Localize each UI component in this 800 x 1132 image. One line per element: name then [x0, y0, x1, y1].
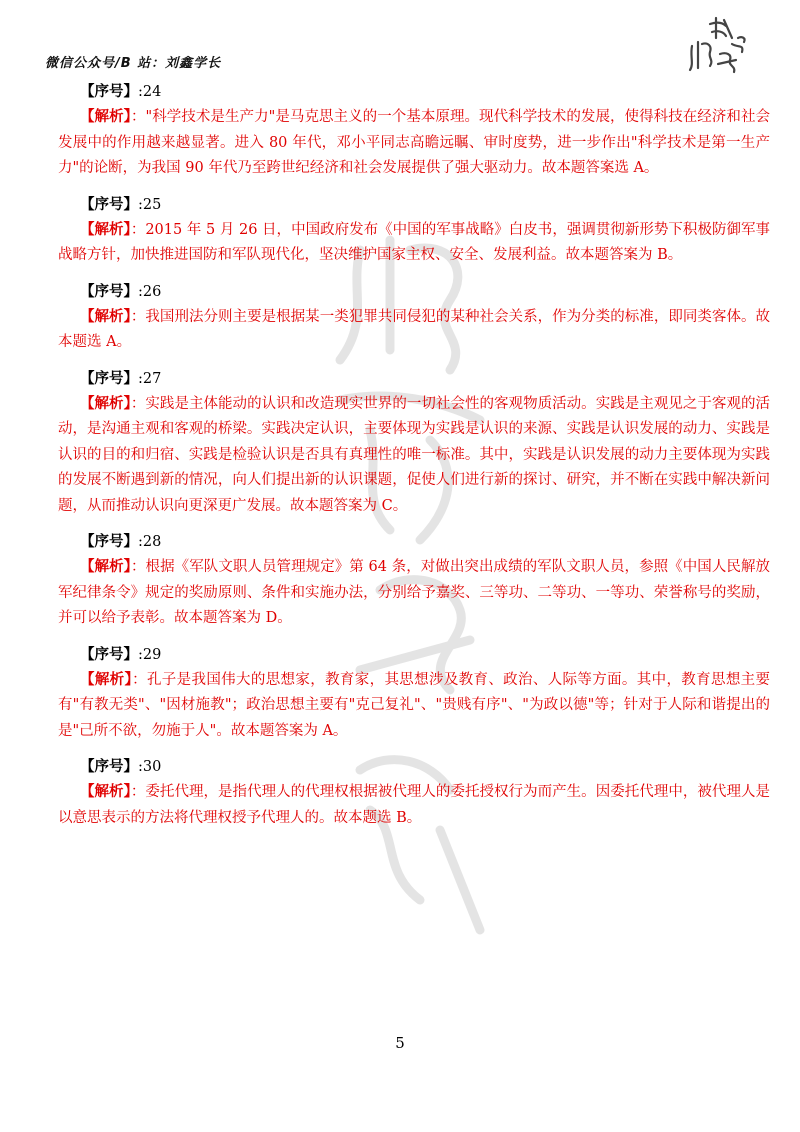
question-number-label: 【序号】: [80, 534, 138, 550]
question-number: :26: [138, 283, 162, 300]
analysis-paragraph: [58, 668, 770, 745]
analysis-paragraph: [58, 218, 770, 269]
question-number-line: [58, 280, 770, 305]
answer-explanations: [58, 80, 770, 842]
analysis-label: 【解析】: [80, 308, 131, 325]
analysis-label: 【解析】: [80, 559, 131, 575]
analysis-text: ：我国刑法分则主要是根据某一类犯罪共同侵犯的某种社会关系，作为分类的标准，即同类客体。故本题选 A。: [58, 308, 770, 350]
answer-entry: [58, 80, 770, 182]
analysis-label: 【解析】: [80, 221, 131, 238]
analysis-paragraph: [58, 105, 770, 182]
question-number-label: 【序号】: [80, 759, 138, 775]
question-number: :29: [138, 646, 162, 663]
analysis-text: ：2015 年 5 月 26 日，中国政府发布《中国的军事战略》白皮书，强调贯彻新形势下积极防御军事战略方针，加快推进国防和军队现代化，坚决维护国家主权、安全、发展利益。故本题答案为 B。: [58, 221, 771, 263]
analysis-paragraph: [58, 555, 770, 632]
answer-entry: [58, 530, 770, 632]
analysis-text: ：委托代理，是指代理人的代理权根据被代理人的委托授权行为而产生。因委托代理中，被代理人是以意思表示的方法将代理权授予代理人的。故本题选 B。: [58, 784, 770, 826]
question-number-line: [58, 530, 770, 555]
answer-entry: [58, 643, 770, 745]
analysis-label: 【解析】: [80, 109, 131, 125]
answer-entry: [58, 280, 770, 356]
question-number-label: 【序号】: [80, 283, 138, 300]
question-number-line: [58, 193, 770, 218]
question-number-line: [58, 367, 770, 392]
logo-stamp: [680, 8, 760, 78]
answer-entry: [58, 755, 770, 831]
question-number-label: 【序号】: [80, 370, 138, 387]
analysis-paragraph: [58, 780, 770, 831]
analysis-label: 【解析】: [80, 671, 133, 688]
question-number-line: [58, 80, 770, 105]
question-number: :25: [138, 196, 162, 213]
question-number-label: 【序号】: [80, 84, 138, 100]
question-number: :24: [138, 84, 162, 100]
analysis-label: 【解析】: [80, 784, 131, 800]
answer-entry: [58, 193, 770, 269]
question-number: :30: [138, 759, 162, 775]
analysis-text: ：实践是主体能动的认识和改造现实世界的一切社会性的客观物质活动。实践是主观见之于客观的活动，是沟通主观和客观的桥梁。实践决定认识，主要体现为实践是认识的来源、实践是认识发展的动力、实践是认识的目的和归宿、实践是检验认识是否具有真理性的唯一标准。其中，实践是认识发展的动力主要体现为实践的发展不断遇到新的情况，向人们提出新的认识课题，促使人们进行新的探讨、研究，并不断在实践中解决新问题，从而推动认识向更深更广发展。故本题答案为 C。: [58, 395, 770, 514]
question-number-line: [58, 755, 770, 780]
question-number: :27: [138, 370, 162, 387]
header-source-text: 微信公众号/B 站：刘鑫学长: [45, 56, 222, 71]
analysis-paragraph: [58, 305, 770, 356]
question-number-label: 【序号】: [80, 196, 138, 213]
analysis-text: ：孔子是我国伟大的思想家，教育家，其思想涉及教育、政治、人际等方面。其中，教育思想主要有"有教无类"、"因材施教"；政治思想主要有"克己复礼"、"贵贱有序"、"为政以德"等；针对于人际和谐提出的是"己所不欲，勿施于人"。故本题答案为 A。: [58, 671, 771, 739]
question-number-line: [58, 643, 770, 668]
analysis-paragraph: [58, 392, 770, 520]
question-number: :28: [138, 534, 162, 550]
analysis-text: ："科学技术是生产力"是马克思主义的一个基本原理。现代科学技术的发展，使得科技在经济和社会发展中的作用越来越显著。进入 80 年代，邓小平同志高瞻远瞩、审时度势，进一步作出"科学技术是第一生产力"的论断，为我国 90 年代乃至跨世纪经济和社会发展提供了强大驱动力。故本题答案选 A。: [58, 109, 770, 176]
answer-entry: [58, 367, 770, 520]
logo-calligraphy-icon: [680, 8, 760, 78]
analysis-label: 【解析】: [80, 395, 131, 412]
question-number-label: 【序号】: [80, 646, 138, 663]
analysis-text: ：根据《军队文职人员管理规定》第 64 条，对做出突出成绩的军队文职人员，参照《中国人民解放军纪律条令》规定的奖励原则、条件和实施办法，分别给予嘉奖、三等功、二等功、一等功、荣誉称号的奖励，并可以给予表彰。故本题答案为 D。: [58, 559, 771, 626]
page-number: 5: [395, 1034, 405, 1052]
